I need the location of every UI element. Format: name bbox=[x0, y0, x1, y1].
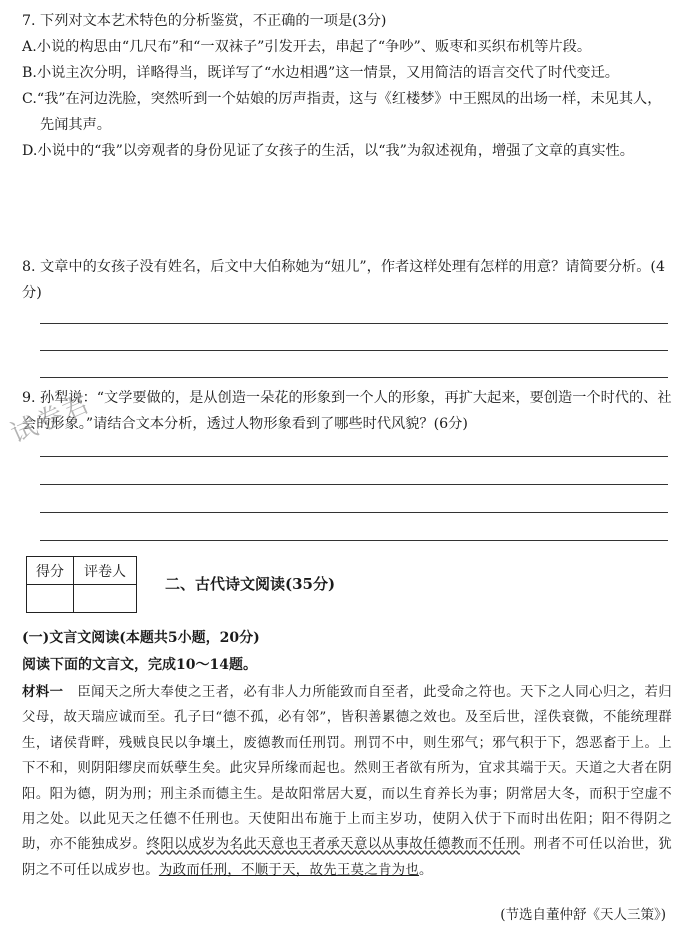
score-header: 得分 bbox=[27, 557, 74, 585]
option-a bbox=[22, 34, 672, 60]
option-text: 小说中的“我”以旁观者的身份见证了女孩子的生活，以“我”为叙述视角，增强了文章的真实性。 bbox=[37, 143, 634, 159]
option-label: A. bbox=[22, 39, 37, 55]
reading-instruction: 阅读下面的文言文，完成10～14题。 bbox=[22, 657, 257, 673]
underlined-sentence: 为政而任刑，不顺于天，故先王莫之肯为也 bbox=[158, 862, 420, 878]
question-9 bbox=[22, 385, 672, 437]
question-8-text: 8. 文章中的女孩子没有姓名，后文中大伯称她为“妞儿”，作者这样处理有怎样的用意？请简要分析。(4分) bbox=[22, 259, 665, 301]
passage-text: 。刑者不可任以治世，犹阴之不可任以成岁也。 bbox=[22, 837, 672, 878]
option-text: 小说主次分明，详略得当，既详写了“水边相遇”这一情景，又用简洁的语言交代了时代变迁。 bbox=[36, 65, 619, 81]
watermark: 试卷君 bbox=[6, 387, 96, 450]
passage-text: 臣闻天之所大奉使之王者，必有非人力所能致而自至者，此受命之符也。天下之人同心归之，若归父母，故天瑞应诚而至。孔子曰“德不孤，必有邻”，皆积善累德之效也。及至后世，淫佚衰微，不能统理群生，诸侯背畔，残贼良民以争壤土，废德教而任刑罚。刑罚不中，则生邪气；邪气积于下，怨恶畜于上。上下不和，则阴阳缪戾而妖孽生矣。此灾异所缘而起也。然则王者欲有所为，宜求其端于天。天道之大者在阴阳。阳为德，阴为刑；刑主杀而德主生。是故阳常居大夏，而以生育养长为事；阴常居大冬，而积于空虚不用之处。以此见天之任德不任刑也。天使阳出布施于上而主岁功，使阴入伏于下而时出佐阳；阳不得阴之助，亦不能独成岁。 bbox=[22, 685, 672, 853]
answer-line[interactable] bbox=[40, 456, 668, 457]
answer-line[interactable] bbox=[40, 540, 668, 541]
underlined-sentence: 终阳以成岁为名此天意也王者承天意以从事故任德教而不任刑 bbox=[146, 837, 520, 853]
material-label: 材料一 bbox=[22, 684, 64, 700]
option-label: D. bbox=[22, 143, 38, 159]
answer-line[interactable] bbox=[40, 323, 668, 324]
question-7 bbox=[22, 8, 672, 164]
option-label: C. bbox=[22, 91, 37, 107]
subsection-title: (一)文言文阅读(本题共5小题，20分) bbox=[22, 630, 260, 646]
option-text: “我”在河边洗脸，突然听到一个姑娘的厉声指责，这与《红楼梦》中王熙凤的出场一样，未见其人，先闻其声。 bbox=[36, 91, 662, 133]
option-label: B. bbox=[22, 65, 37, 81]
source-citation: (节选自董仲舒《天人三策》) bbox=[500, 907, 666, 923]
answer-line[interactable] bbox=[40, 512, 668, 513]
question-7-stem: 7. 下列对文本艺术特色的分析鉴赏，不正确的一项是(3分) bbox=[22, 13, 387, 29]
section-title: 二、古代诗文阅读(35分) bbox=[165, 575, 336, 593]
score-cell[interactable] bbox=[27, 585, 74, 613]
question-8 bbox=[22, 254, 672, 306]
grader-cell[interactable] bbox=[74, 585, 137, 613]
grader-header: 评卷人 bbox=[74, 557, 137, 585]
option-d bbox=[22, 138, 672, 164]
option-c bbox=[22, 86, 672, 138]
passage-text: 。 bbox=[419, 862, 433, 878]
option-b bbox=[22, 60, 672, 86]
option-text: 小说的构思由“几尺布”和“一双袜子”引发开去，串起了“争吵”、贩枣和买织布机等片段。 bbox=[36, 39, 592, 55]
question-9-text: 9. 孙犁说：“文学要做的，是从创造一朵花的形象到一个人的形象，再扩大起来，要创造一个时代的、社会的形象。”请结合文本分析，透过人物形象看到了哪些时代风貌？(6分) bbox=[22, 390, 672, 432]
answer-line[interactable] bbox=[40, 350, 668, 351]
answer-line[interactable] bbox=[40, 484, 668, 485]
answer-line[interactable] bbox=[40, 377, 668, 378]
classical-passage bbox=[22, 680, 672, 883]
score-table bbox=[26, 556, 137, 613]
